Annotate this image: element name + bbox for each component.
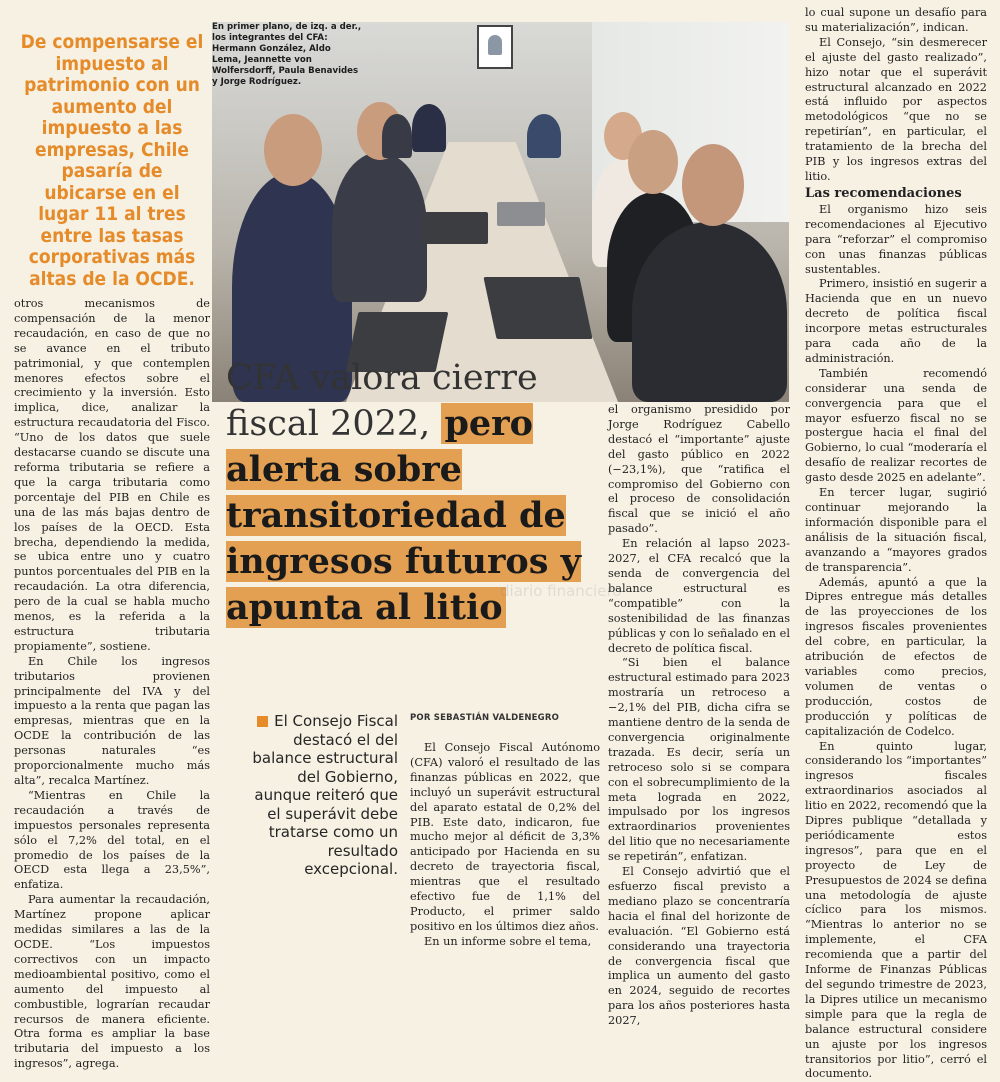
headline-part-2: pero alerta sobre transitoriedad de ingresos futuros y apunta al litio (226, 403, 581, 628)
person-figure (527, 114, 561, 158)
watermark: diario financiero (500, 582, 621, 600)
laptop-graphic (483, 277, 592, 339)
article-column-1 (14, 297, 210, 1072)
byline: POR SEBASTIÁN VALDENEGRO (410, 713, 600, 723)
paragraph: Además, apuntó a que la Dipres entregue más detalles de las proyecciones de los ingresos fiscales provenientes del cobre, en particular, la atribución de efectos de variables como precios, volumen de ventas o producción, costos de producción y políticas de capitalización de Codelco. (805, 576, 987, 740)
paragraph: También recomendó considerar una senda de convergencia para que el mayor esfuerzo fiscal no se postergue hacia el final del Gobierno, lo cual “moderaría el desafío de realizar recortes de gasto desde 2025 en adelante”. (805, 367, 987, 486)
paragraph: El organismo hizo seis recomendaciones al Ejecutivo para “reforzar” el compromiso con unas finanzas públicas sustentables. (805, 203, 987, 278)
paragraph: El Consejo, “sin desmerecer el ajuste del gasto realizado”, hizo notar que el superávit estructural alcanzado en 2022 está influido por aspectos metodológicos “que no se repetirían”, en particular, el tratamiento de la brecha del PIB y los ingresos extras del litio. (805, 36, 987, 185)
person-figure (332, 152, 427, 302)
article-photo (212, 22, 789, 402)
pull-quote: De compensarse el impuesto al patrimonio con un aumento del impuesto a las empresas, Chile pasaría de ubicarse en el lugar 11 al tres entre las tasas corporativas más altas de la OCDE. (18, 32, 206, 290)
article-summary (250, 712, 398, 879)
section-subheading: Las recomendaciones (805, 185, 987, 203)
paragraph: En tercer lugar, sugirió continuar mejorando la información disponible para el análisis de la situación fiscal, avanzando a “mayores grados de transparencia”. (805, 486, 987, 575)
person-head (628, 130, 678, 194)
person-figure (632, 222, 787, 402)
paragraph: lo cual supone un desafío para su materialización”, indican. (805, 6, 987, 36)
paragraph: El Consejo Fiscal Autónomo (CFA) valoró el resultado de las finanzas públicas en 2022, que incluyó un superávit estructural del aparato estatal de 0,2% del PIB. Este dato, indicaron, fue mucho mejor al déficit de 3,3% anticipado por Hacienda en su decreto de trayectoria fiscal, mientras que el resultado efectivo fue de 1,1% del Producto, el primer saldo positivo en los últimos diez años. (410, 741, 600, 935)
bullet-square-icon (257, 716, 268, 727)
paragraph: el organismo presidido por Jorge Rodríguez Cabello destacó el “importante” ajuste del gasto público en 2022 (−23,1%), que “ratifica el compromiso del Gobierno con el proceso de consolidación fiscal que se inició el año pasado”. (608, 403, 790, 537)
laptop-graphic (497, 202, 545, 226)
person-figure (382, 114, 412, 158)
article-column-4 (805, 6, 987, 1082)
summary-text: El Consejo Fiscal destacó el del balance estructural del Gobierno, aunque reiteró que el superávit debe tratarse como un resultado excepcional. (252, 712, 398, 878)
paragraph: “Mientras en Chile la recaudación a través de impuestos personales representa sólo el 7,2% del total, en el promedio de los países de la OECD esta llega a 23,5%”, enfatiza. (14, 789, 210, 893)
paragraph: otros mecanismos de compensación de la menor recaudación, en caso de que no se avance en el tributo patrimonial, y que contemplen menores efectos sobre el crecimiento y la inversión. Esto implica, dice, analizar la estructura recaudatoria del Fisco. “Uno de los datos que suele destacarse cuando se discute una reforma tributaria se refiere a que la carga tributaria como porcentaje del PIB en Chile es una de las más bajas dentro de los países de la OECD. Esta brecha, dependiendo la medida, se ubica entre uno y cuatro puntos porcentuales del PIB en la recaudación. La otra diferencia, pero de la cual se habla mucho menos, es la referida a la estructura tributaria propiamente”, sostiene. (14, 297, 210, 655)
paragraph: “Si bien el balance estructural estimado para 2023 mostraría un retroceso a −2,1% del PIB, dicha cifra se mantiene dentro de la senda de convergencia originalmente trazada. Es decir, sería un retroceso solo si se compara con el sobrecumplimiento de la meta lograda en 2022, impulsado por los ingresos extraordinarios provenientes del litio que no necesariamente se repetirán”, enfatizan. (608, 656, 790, 865)
photo-caption: En primer plano, de izq. a der., los integrantes del CFA: Hermann González, Aldo Lema, Jeannette von Wolfersdorff, Paula Benavides y Jorge Rodríguez. (212, 22, 362, 88)
paragraph: Primero, insistió en sugerir a Hacienda que en un nuevo decreto de política fiscal incorpore metas estructurales para cada año de la administración. (805, 277, 987, 366)
person-head (682, 144, 744, 226)
paragraph: En relación al lapso 2023-2027, el CFA recalcó que la senda de convergencia del balance estructural es “compatible” con la sostenibilidad de las finanzas públicas y con lo señalado en el decreto de política fiscal. (608, 537, 790, 656)
paragraph: En Chile los ingresos tributarios provienen principalmente del IVA y del impuesto a la renta que pagan las empresas, mientras que en la OCDE la contribución de las personas naturales “es proporcionalmente mucho más alta”, recalca Martínez. (14, 655, 210, 789)
paragraph: En un informe sobre el tema, (410, 935, 600, 950)
article-column-2 (410, 741, 600, 950)
portrait-frame-graphic (477, 25, 513, 69)
paragraph: El Consejo advirtió que el esfuerzo fiscal previsto a mediano plazo se concentraría hacia el final del horizonte de evaluación. “El Gobierno está considerando una trayectoria de convergencia fiscal que implica un aumento del gasto en 2024, seguido de recortes para los años posteriores hasta 2027, (608, 865, 790, 1029)
paragraph: En quinto lugar, considerando los “importantes” ingresos fiscales extraordinarios asociados al litio en 2022, recomendó que la Dipres publique “detallada y periódicamente estos ingresos”, para que en el proyecto de Ley de Presupuestos de 2024 se defina una metodología de ajuste cíclico para los mismos. “Mientras lo anterior no se implemente, el CFA recomienda que a partir del Informe de Finanzas Públicas del segundo trimestre de 2023, la Dipres utilice un mecanismo simple para que la regla de balance estructural considere un ajuste por los ingresos transitorios por litio”, cerró el documento. (805, 740, 987, 1082)
headline-part-1: CFA valora cierre fiscal 2022, (226, 358, 538, 444)
paragraph: Para aumentar la recaudación, Martínez propone aplicar medidas similares a las de la OCDE. “Los impuestos correctivos con un impacto medioambiental positivo, como el aumento del impuesto al combustible, lograrían recaudar recursos de manera eficiente. Otra forma es ampliar la base tributaria del impuesto a los ingresos”, agrega. (14, 893, 210, 1072)
person-head (264, 114, 322, 186)
person-figure (412, 104, 446, 152)
laptop-graphic (422, 212, 488, 244)
article-column-3 (608, 403, 790, 1029)
